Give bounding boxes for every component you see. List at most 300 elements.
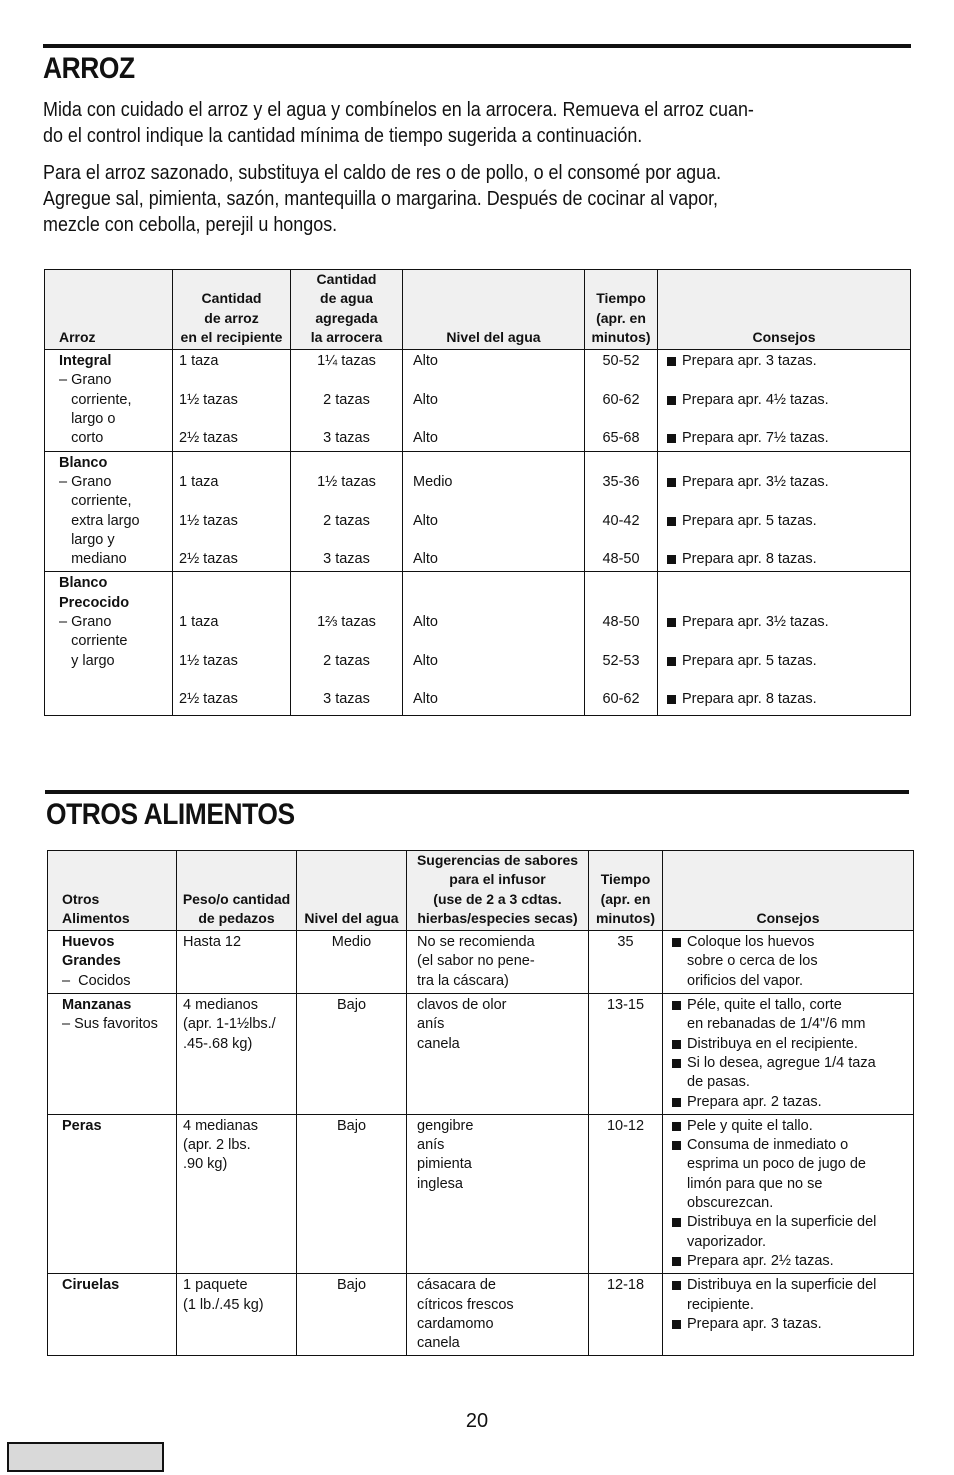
water-level-cell bbox=[403, 350, 585, 451]
rice-table-header-text: agregada bbox=[315, 309, 378, 326]
flavor-suggestion: No se recomienda bbox=[417, 934, 535, 951]
water-amount bbox=[297, 671, 396, 690]
food-tip-line-text: Péle, quite el tallo, corte bbox=[687, 997, 842, 1014]
food-time-cell bbox=[589, 994, 663, 1115]
bullet-square-icon bbox=[667, 555, 676, 564]
food-time-cell bbox=[589, 1274, 663, 1356]
water-level bbox=[413, 410, 578, 429]
water-level: Alto bbox=[413, 551, 438, 568]
other-foods-table-header-text: (apr. en bbox=[600, 890, 651, 907]
food-weight: 4 medianos bbox=[183, 997, 258, 1014]
rice-table-row bbox=[45, 572, 911, 715]
food-weight: 1 paquete bbox=[183, 1277, 248, 1294]
other-foods-table-header-cell bbox=[407, 851, 589, 931]
water-amount: 3 tazas bbox=[323, 691, 370, 708]
water-level: Alto bbox=[413, 430, 438, 447]
food-name: Manzanas bbox=[62, 997, 132, 1014]
water-level-cell bbox=[403, 451, 585, 572]
flavor-suggestions-cell bbox=[407, 931, 589, 994]
rice-type-detail: corriente, bbox=[59, 391, 132, 408]
water-amount: 2 tazas bbox=[323, 652, 370, 669]
cook-time: 60-62 bbox=[602, 391, 640, 408]
bullet-square-icon bbox=[667, 478, 676, 487]
water-amount-cell bbox=[291, 451, 403, 572]
food-weight: Hasta 12 bbox=[183, 934, 242, 951]
cook-time bbox=[591, 454, 651, 473]
tip-line bbox=[666, 652, 904, 671]
food-tips-cell bbox=[663, 1114, 914, 1273]
food-water-level-cell bbox=[297, 931, 407, 994]
tip-line bbox=[666, 492, 904, 511]
flavor-suggestion: clavos de olor bbox=[417, 997, 507, 1014]
other-foods-table-header-cell bbox=[663, 851, 914, 931]
water-amount: 1⅔ tazas bbox=[317, 614, 376, 631]
food-tip-continuation: en rebanadas de 1/4"/6 mm bbox=[687, 1016, 866, 1033]
rice-type-detail: extra largo bbox=[59, 512, 140, 529]
flavor-suggestion: cásacara de bbox=[417, 1277, 496, 1294]
rice-table-header-text: Nivel del agua bbox=[446, 328, 541, 345]
flavor-suggestion: pimienta bbox=[417, 1156, 472, 1173]
tip-line bbox=[666, 429, 904, 448]
rice-amount-cell bbox=[173, 350, 291, 451]
flavor-suggestion: gengibre bbox=[417, 1117, 474, 1134]
food-tip-line-text: Prepara apr. 2 tazas. bbox=[687, 1093, 822, 1110]
water-level bbox=[413, 574, 578, 593]
other-foods-table-header-text: Nivel del agua bbox=[304, 909, 399, 926]
food-name: Huevos bbox=[62, 934, 115, 951]
food-time: 35 bbox=[617, 934, 634, 951]
rice-table-header-cell bbox=[173, 270, 291, 350]
tips-cell bbox=[658, 350, 911, 451]
rice-type-name: Blanco bbox=[59, 454, 108, 471]
food-tips-cell bbox=[663, 994, 914, 1115]
food-weight: 4 medianas bbox=[183, 1117, 258, 1134]
rice-type-detail: – Grano bbox=[59, 372, 112, 389]
tip-line bbox=[666, 574, 904, 593]
water-amount: 1¼ tazas bbox=[317, 353, 376, 370]
water-amount bbox=[297, 454, 396, 473]
food-weight-cell bbox=[177, 931, 297, 994]
bullet-square-icon bbox=[672, 1059, 681, 1068]
water-level bbox=[413, 594, 578, 613]
tip-line bbox=[666, 531, 904, 550]
cook-time: 60-62 bbox=[602, 691, 640, 708]
rice-cooking-table bbox=[44, 269, 911, 716]
rice-type-detail: – Grano bbox=[59, 614, 112, 631]
rice-amount bbox=[179, 574, 284, 593]
food-water-level: Bajo bbox=[336, 1277, 367, 1294]
other-foods-table-header-text: Alimentos bbox=[62, 909, 130, 926]
rice-amount bbox=[179, 492, 284, 511]
food-tip-continuation: sobre o cerca de los bbox=[687, 953, 818, 970]
tip-line-text: Prepara apr. 7½ tazas. bbox=[682, 430, 829, 447]
cook-time: 35-36 bbox=[602, 473, 640, 490]
tip-line bbox=[666, 613, 904, 632]
other-foods-table-header-cell bbox=[297, 851, 407, 931]
food-tip-continuation: recipiente. bbox=[687, 1296, 754, 1313]
rice-amount-cell bbox=[173, 572, 291, 715]
flavor-suggestion: canela bbox=[417, 1035, 460, 1052]
tip-line bbox=[666, 632, 904, 651]
food-tip-line bbox=[671, 1054, 907, 1073]
rice-table-header-text: (apr. en bbox=[596, 309, 646, 326]
food-name-cell bbox=[48, 931, 177, 994]
food-tip-continuation: esprima un poco de jugo de bbox=[687, 1156, 866, 1173]
water-amount bbox=[297, 371, 396, 390]
other-foods-table-header-cell bbox=[48, 851, 177, 931]
rice-amount: 2½ tazas bbox=[179, 551, 238, 568]
bullet-square-icon bbox=[672, 938, 681, 947]
food-tip-line bbox=[671, 1093, 907, 1112]
food-time: 12-18 bbox=[606, 1277, 645, 1294]
water-level-cell bbox=[403, 572, 585, 715]
food-name-cell bbox=[48, 994, 177, 1115]
other-foods-table-header-text: Peso/o cantidad bbox=[182, 890, 291, 907]
tips-cell bbox=[658, 572, 911, 715]
food-time: 13-15 bbox=[606, 997, 645, 1014]
water-amount: 2 tazas bbox=[323, 512, 370, 529]
flavor-suggestion: anís bbox=[417, 1016, 445, 1033]
rice-section-title: ARROZ bbox=[43, 52, 135, 85]
rice-intro-text-1: Mida con cuidado el arroz y el agua y combínelos en la arrocera. Remueva el arroz cuan- do el control indique la cantidad mínima de tiempo sugerida a continuación. bbox=[43, 98, 754, 147]
bullet-square-icon bbox=[667, 434, 676, 443]
food-tips-cell bbox=[663, 931, 914, 994]
food-tip-line-text: Distribuya en el recipiente. bbox=[687, 1035, 858, 1052]
tip-line bbox=[666, 473, 904, 492]
food-name: Peras bbox=[62, 1117, 102, 1134]
rice-amount bbox=[179, 410, 284, 429]
food-tip-line-text: Prepara apr. 3 tazas. bbox=[687, 1315, 822, 1332]
rice-table-header-text: Cantidad bbox=[316, 271, 377, 287]
tips-cell bbox=[658, 451, 911, 572]
rice-intro-paragraph-1 bbox=[43, 97, 911, 149]
water-level: Alto bbox=[413, 614, 438, 631]
food-tip-continuation: obscurezcan. bbox=[687, 1195, 774, 1212]
food-detail: – Sus favoritos bbox=[62, 1016, 158, 1033]
cook-time-cell bbox=[585, 572, 658, 715]
water-level: Medio bbox=[413, 473, 453, 490]
tip-line bbox=[666, 391, 904, 410]
other-foods-section-title: OTROS ALIMENTOS bbox=[46, 798, 295, 831]
food-tip-line-text: Coloque los huevos bbox=[687, 934, 815, 951]
rice-type-detail: largo o bbox=[59, 411, 116, 428]
rice-amount bbox=[179, 594, 284, 613]
rice-amount bbox=[179, 632, 284, 651]
food-tip-continuation: vaporizador. bbox=[687, 1233, 766, 1250]
cook-time bbox=[591, 594, 651, 613]
food-tip-line-text: Prepara apr. 2½ tazas. bbox=[687, 1252, 834, 1269]
food-weight-cell bbox=[177, 1274, 297, 1356]
rice-amount: 1½ tazas bbox=[179, 512, 238, 529]
rice-type-detail: – Grano bbox=[59, 473, 112, 490]
food-name: Grandes bbox=[62, 953, 121, 970]
flavor-suggestions-cell bbox=[407, 1114, 589, 1273]
cook-time: 65-68 bbox=[602, 430, 640, 447]
cook-time: 40-42 bbox=[602, 512, 640, 529]
water-level: Alto bbox=[413, 391, 438, 408]
other-foods-row bbox=[48, 931, 914, 994]
other-foods-table-header-text: Tiempo bbox=[600, 871, 651, 888]
rice-type-detail: corriente, bbox=[59, 493, 132, 510]
tip-line bbox=[666, 512, 904, 531]
food-time-cell bbox=[589, 1114, 663, 1273]
flavor-suggestion: canela bbox=[417, 1335, 460, 1352]
food-water-level-cell bbox=[297, 1114, 407, 1273]
cook-time-cell bbox=[585, 451, 658, 572]
rice-intro-text-2: Para el arroz sazonado, substituya el caldo de res o de pollo, o el consomé por agua. Agregue sal, pimienta, sazón, mantequilla o margarina. Después de cocinar al vapor, mezcle con cebolla, perejil u hongos. bbox=[43, 161, 722, 236]
rice-table-row bbox=[45, 451, 911, 572]
flavor-suggestions-cell bbox=[407, 994, 589, 1115]
water-amount bbox=[297, 632, 396, 651]
flavor-suggestion: cítricos frescos bbox=[417, 1296, 514, 1313]
food-tip-line-text: Si lo desea, agregue 1/4 taza bbox=[687, 1054, 876, 1071]
rice-amount bbox=[179, 371, 284, 390]
cook-time bbox=[591, 574, 651, 593]
rice-table-header-cell bbox=[45, 270, 173, 350]
food-tip-line-text: Distribuya en la superficie del bbox=[687, 1214, 877, 1231]
bullet-square-icon bbox=[672, 1040, 681, 1049]
cook-time bbox=[591, 371, 651, 390]
water-level: Alto bbox=[413, 353, 438, 370]
water-amount bbox=[297, 410, 396, 429]
rice-amount: 1 taza bbox=[179, 614, 219, 631]
food-tip-line-text: Pele y quite el tallo. bbox=[687, 1117, 813, 1134]
other-foods-table-header-text: Sugerencias de sabores bbox=[416, 852, 579, 868]
tip-line bbox=[666, 594, 904, 613]
rice-table-header-cell bbox=[403, 270, 585, 350]
water-amount bbox=[297, 594, 396, 613]
rice-table-header-text: en el recipiente bbox=[180, 328, 283, 345]
food-water-level: Bajo bbox=[336, 997, 367, 1014]
other-foods-table-header-text: de pedazos bbox=[198, 909, 275, 926]
rice-type-detail: corto bbox=[59, 430, 104, 447]
other-foods-row bbox=[48, 994, 914, 1115]
tip-line-text: Prepara apr. 3½ tazas. bbox=[682, 473, 829, 490]
water-level: Alto bbox=[413, 512, 438, 529]
cook-time: 50-52 bbox=[602, 353, 640, 370]
other-foods-table-header-cell bbox=[177, 851, 297, 931]
rice-table-header-text: Consejos bbox=[752, 328, 816, 345]
cook-time bbox=[591, 632, 651, 651]
cook-time: 52-53 bbox=[602, 652, 640, 669]
cook-time: 48-50 bbox=[602, 614, 640, 631]
cook-time bbox=[591, 410, 651, 429]
water-amount: 2 tazas bbox=[323, 391, 370, 408]
tip-line-text: Prepara apr. 5 tazas. bbox=[682, 652, 817, 669]
rice-table-header-text: la arrocera bbox=[310, 328, 383, 345]
water-level bbox=[413, 492, 578, 511]
other-foods-table-header-text: minutos) bbox=[595, 909, 656, 926]
flavor-suggestion: cardamomo bbox=[417, 1315, 494, 1332]
water-level bbox=[413, 671, 578, 690]
bullet-square-icon bbox=[672, 1141, 681, 1150]
other-foods-table-header-cell bbox=[589, 851, 663, 931]
other-foods-section-rule bbox=[45, 790, 909, 794]
food-tip-continuation: orificios del vapor. bbox=[687, 972, 804, 989]
food-weight-cell bbox=[177, 1114, 297, 1273]
rice-amount: 1½ tazas bbox=[179, 652, 238, 669]
rice-table-header-cell bbox=[291, 270, 403, 350]
water-level: Alto bbox=[413, 691, 438, 708]
food-tip-continuation: limón para que no se bbox=[687, 1175, 823, 1192]
water-level bbox=[413, 454, 578, 473]
rice-table-header-text: minutos) bbox=[591, 328, 651, 345]
rice-amount-cell bbox=[173, 451, 291, 572]
bullet-square-icon bbox=[672, 1257, 681, 1266]
rice-table-header-row bbox=[45, 270, 911, 350]
water-level bbox=[413, 531, 578, 550]
food-water-level-cell bbox=[297, 1274, 407, 1356]
other-foods-row bbox=[48, 1274, 914, 1356]
water-level: Alto bbox=[413, 652, 438, 669]
tip-line bbox=[666, 410, 904, 429]
food-tip-line-text: Distribuya en la superficie del bbox=[687, 1277, 877, 1294]
rice-amount: 1½ tazas bbox=[179, 391, 238, 408]
flavor-suggestion: inglesa bbox=[417, 1175, 463, 1192]
tip-line bbox=[666, 371, 904, 390]
cook-time: 48-50 bbox=[602, 551, 640, 568]
tip-line-text: Prepara apr. 8 tazas. bbox=[682, 691, 817, 708]
food-weight-cell bbox=[177, 994, 297, 1115]
rice-table-header-text: de arroz bbox=[204, 309, 259, 326]
water-amount: 1½ tazas bbox=[317, 473, 376, 490]
corner-gray-box bbox=[7, 1442, 164, 1472]
rice-type-name: Integral bbox=[59, 353, 112, 370]
food-water-level: Medio bbox=[331, 934, 372, 951]
rice-type-name: Precocido bbox=[59, 594, 130, 611]
food-tip-line bbox=[671, 996, 907, 1015]
food-weight: (apr. 2 lbs. bbox=[183, 1137, 251, 1154]
other-foods-table-header-row bbox=[48, 851, 914, 931]
rice-type-cell bbox=[45, 451, 173, 572]
bullet-square-icon bbox=[672, 1218, 681, 1227]
tip-line-text: Prepara apr. 5 tazas. bbox=[682, 512, 817, 529]
tip-line bbox=[666, 550, 904, 569]
rice-table-header-cell bbox=[585, 270, 658, 350]
food-tip-line bbox=[671, 1315, 907, 1334]
bullet-square-icon bbox=[667, 657, 676, 666]
other-foods-table-header-text: (use de 2 a 3 cdtas. bbox=[433, 890, 562, 907]
water-level bbox=[413, 632, 578, 651]
food-tips-cell bbox=[663, 1274, 914, 1356]
food-tip-line bbox=[671, 1213, 907, 1232]
rice-type-detail: largo y bbox=[59, 531, 115, 548]
food-detail: – Cocidos bbox=[62, 972, 131, 989]
rice-table-header-text: Cantidad bbox=[201, 290, 262, 307]
rice-table-header-cell bbox=[658, 270, 911, 350]
tip-line-text: Prepara apr. 3 tazas. bbox=[682, 353, 817, 370]
rice-amount bbox=[179, 531, 284, 550]
flavor-suggestion: (el sabor no pene- bbox=[417, 953, 535, 970]
food-tip-continuation: de pasas. bbox=[687, 1074, 750, 1091]
tip-line bbox=[666, 352, 904, 371]
food-tip-line bbox=[671, 1136, 907, 1155]
bullet-square-icon bbox=[667, 396, 676, 405]
water-amount-cell bbox=[291, 572, 403, 715]
tip-line-text: Prepara apr. 4½ tazas. bbox=[682, 391, 829, 408]
rice-table-header-text: Tiempo bbox=[596, 290, 646, 307]
other-foods-row bbox=[48, 1114, 914, 1273]
food-tip-line bbox=[671, 1117, 907, 1136]
food-tip-line bbox=[671, 1035, 907, 1054]
rice-type-cell bbox=[45, 350, 173, 451]
bullet-square-icon bbox=[667, 695, 676, 704]
bullet-square-icon bbox=[672, 1320, 681, 1329]
rice-table-row bbox=[45, 350, 911, 451]
food-water-level-cell bbox=[297, 994, 407, 1115]
food-tip-line bbox=[671, 1252, 907, 1271]
other-foods-table-header-text: Otros bbox=[62, 890, 100, 907]
rice-type-name: Blanco bbox=[59, 575, 108, 592]
food-weight: (apr. 1-1½lbs./ bbox=[183, 1016, 276, 1033]
food-tip-line bbox=[671, 1276, 907, 1295]
water-amount bbox=[297, 574, 396, 593]
bullet-square-icon bbox=[667, 357, 676, 366]
rice-amount bbox=[179, 454, 284, 473]
bullet-square-icon bbox=[672, 1098, 681, 1107]
rice-type-detail: corriente bbox=[59, 633, 128, 650]
water-amount: 3 tazas bbox=[323, 551, 370, 568]
flavor-suggestions-cell bbox=[407, 1274, 589, 1356]
cook-time-cell bbox=[585, 350, 658, 451]
tip-line-text: Prepara apr. 8 tazas. bbox=[682, 551, 817, 568]
water-amount: 3 tazas bbox=[323, 430, 370, 447]
tip-line bbox=[666, 454, 904, 473]
bullet-square-icon bbox=[672, 1001, 681, 1010]
bullet-square-icon bbox=[667, 517, 676, 526]
food-tip-line-text: Consuma de inmediato o bbox=[687, 1137, 849, 1154]
cook-time bbox=[591, 671, 651, 690]
rice-type-detail: mediano bbox=[59, 551, 127, 568]
cook-time bbox=[591, 492, 651, 511]
food-weight: (1 lb./.45 kg) bbox=[183, 1296, 264, 1313]
flavor-suggestion: anís bbox=[417, 1137, 445, 1154]
rice-amount: 1 taza bbox=[179, 353, 219, 370]
food-weight: .90 kg) bbox=[183, 1156, 228, 1173]
other-foods-table-header-text: para el infusor bbox=[449, 871, 546, 888]
rice-section-rule bbox=[43, 44, 911, 48]
page-number: 20 bbox=[465, 1410, 489, 1432]
water-amount-cell bbox=[291, 350, 403, 451]
bullet-square-icon bbox=[667, 618, 676, 627]
bullet-square-icon bbox=[672, 1122, 681, 1131]
rice-type-cell bbox=[45, 572, 173, 715]
tip-line-text: Prepara apr. 3½ tazas. bbox=[682, 614, 829, 631]
rice-amount: 1 taza bbox=[179, 473, 219, 490]
food-name: Ciruelas bbox=[62, 1277, 120, 1294]
food-water-level: Bajo bbox=[336, 1117, 367, 1134]
rice-type-detail: y largo bbox=[59, 652, 115, 669]
other-foods-table bbox=[47, 850, 914, 1356]
rice-table-header-text: de agua bbox=[320, 290, 373, 307]
tip-line bbox=[666, 671, 904, 690]
water-amount bbox=[297, 531, 396, 550]
food-time-cell bbox=[589, 931, 663, 994]
cook-time bbox=[591, 531, 651, 550]
bullet-square-icon bbox=[672, 1281, 681, 1290]
food-time: 10-12 bbox=[606, 1117, 645, 1134]
food-name-cell bbox=[48, 1114, 177, 1273]
rice-amount bbox=[179, 671, 284, 690]
food-tip-line bbox=[671, 933, 907, 952]
other-foods-table-header-text: Consejos bbox=[756, 909, 820, 926]
rice-amount: 2½ tazas bbox=[179, 691, 238, 708]
rice-amount: 2½ tazas bbox=[179, 430, 238, 447]
water-amount bbox=[297, 492, 396, 511]
rice-table-header-text: Arroz bbox=[59, 328, 96, 345]
water-level bbox=[413, 371, 578, 390]
rice-intro-paragraph-2 bbox=[43, 160, 911, 238]
